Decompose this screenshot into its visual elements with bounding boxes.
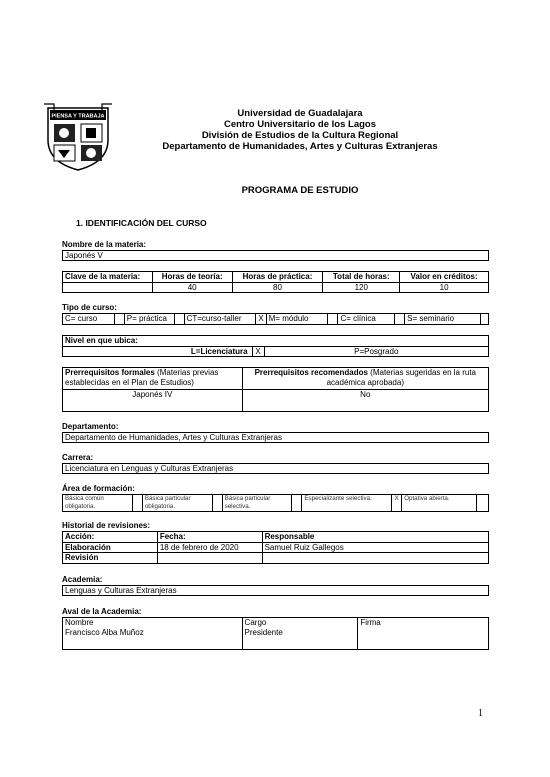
creditos-value: 10 bbox=[400, 282, 489, 293]
historial-fecha-header: Fecha: bbox=[157, 532, 262, 543]
area-optativa: Optativa abierta. bbox=[402, 495, 477, 512]
area-table bbox=[62, 494, 489, 512]
academia-value: Lenguas y Culturas Extranjeras bbox=[62, 585, 489, 596]
materia-label: Nombre de la materia: bbox=[62, 240, 147, 249]
creditos-header: Valor en créditos: bbox=[400, 272, 489, 283]
prereq-formal-desc: (Materias previas establecidas en el Plan de Estudios) bbox=[65, 368, 219, 387]
total-value: 120 bbox=[323, 282, 400, 293]
tipo-practica: P= práctica bbox=[124, 314, 174, 325]
carrera-label: Carrera: bbox=[62, 453, 94, 462]
nivel-posgrado: P=Posgrado bbox=[264, 346, 488, 357]
historial-row-fecha bbox=[157, 553, 262, 564]
aval-nombre-header: Nombre bbox=[65, 618, 94, 627]
aval-cargo-header: Cargo bbox=[244, 618, 267, 627]
program-title: PROGRAMA DE ESTUDIO bbox=[241, 185, 359, 196]
tipo-curso: C= curso bbox=[63, 314, 115, 325]
area-mark: X bbox=[392, 495, 402, 512]
historial-row-accion: Elaboración bbox=[63, 542, 158, 553]
materia-value: Japonés V bbox=[62, 250, 489, 261]
aval-label: Aval de la Academia: bbox=[62, 607, 142, 616]
campus-name: Centro Universitario de los Lagos bbox=[223, 119, 377, 130]
hours-table bbox=[62, 271, 489, 293]
practica-value: 80 bbox=[232, 282, 323, 293]
tipo-mark: X bbox=[256, 314, 266, 325]
practica-header: Horas de práctica: bbox=[232, 272, 323, 283]
total-header: Total de horas: bbox=[323, 272, 400, 283]
carrera-value: Licenciatura en Lenguas y Culturas Extranjeras bbox=[62, 463, 489, 474]
tipo-modulo: M= módulo bbox=[266, 314, 328, 325]
historial-table bbox=[62, 531, 489, 564]
tipo-table bbox=[62, 313, 489, 325]
university-seal-logo bbox=[40, 100, 116, 172]
tipo-seminario: S= seminario bbox=[405, 314, 481, 325]
division-name: División de Estudios de la Cultura Regional bbox=[201, 130, 399, 141]
page-number: 1 bbox=[478, 708, 483, 719]
clave-value bbox=[63, 282, 153, 293]
prereq-formal-value: Japonés IV bbox=[63, 390, 243, 412]
departamento-label: Departamento: bbox=[62, 422, 119, 431]
section-title-identification: 1. IDENTIFICACIÓN DEL CURSO bbox=[76, 218, 207, 228]
nivel-mark: X bbox=[252, 346, 264, 357]
university-name: Universidad de Guadalajara bbox=[237, 108, 363, 119]
historial-label: Historial de revisiones: bbox=[62, 521, 151, 530]
tipo-label: Tipo de curso: bbox=[62, 303, 117, 312]
nivel-table bbox=[62, 335, 489, 357]
area-basica-particular-obligatoria: Básica particular obligatoria. bbox=[142, 495, 212, 512]
area-basica-comun: Básica común obligatoria. bbox=[63, 495, 133, 512]
prereq-rec-desc: (Materias sugeridas en la ruta académica aprobada) bbox=[326, 368, 477, 387]
area-basica-particular-selectiva: Básica particular selectiva. bbox=[222, 495, 292, 512]
historial-row-accion: Revisión bbox=[63, 553, 158, 564]
logo-banner-text: PIENSA Y TRABAJA bbox=[51, 113, 105, 120]
departamento-value: Departamento de Humanidades, Artes y Culturas Extranjeras bbox=[62, 432, 489, 443]
historial-row-responsable: Samuel Ruiz Gallegos bbox=[262, 542, 488, 553]
aval-cargo-value: Presidente bbox=[244, 627, 283, 637]
aval-nombre-value: Francisco Alba Muñoz bbox=[65, 627, 144, 637]
prereq-rec-title: Prerrequisitos recomendados bbox=[254, 368, 368, 377]
tipo-curso-taller: CT=curso-taller bbox=[184, 314, 256, 325]
teoria-value: 40 bbox=[152, 282, 232, 293]
nivel-licenciatura: L=Licenciatura bbox=[63, 346, 253, 357]
aval-table bbox=[62, 617, 489, 650]
historial-row-responsable bbox=[262, 553, 488, 564]
clave-header: Clave de la materia: bbox=[63, 272, 153, 283]
area-label: Área de formación: bbox=[62, 484, 135, 493]
historial-row-fecha: 18 de febrero de 2020 bbox=[157, 542, 262, 553]
nivel-label: Nivel en que ubica: bbox=[63, 336, 489, 347]
area-especializante: Especializante selectiva. bbox=[302, 495, 392, 512]
historial-responsable-header: Responsable bbox=[262, 532, 488, 543]
prereq-table bbox=[62, 367, 489, 412]
historial-accion-header: Acción: bbox=[63, 532, 158, 543]
aval-firma-header: Firma bbox=[360, 618, 381, 627]
tipo-clinica: C= clínica bbox=[338, 314, 395, 325]
academia-label: Academia: bbox=[62, 575, 103, 584]
prereq-formal-title: Prerrequisitos formales bbox=[65, 368, 155, 377]
prereq-rec-value: No bbox=[242, 390, 488, 412]
teoria-header: Horas de teoría: bbox=[152, 272, 232, 283]
department-name: Departamento de Humanidades, Artes y Culturas Extranjeras bbox=[162, 141, 438, 152]
